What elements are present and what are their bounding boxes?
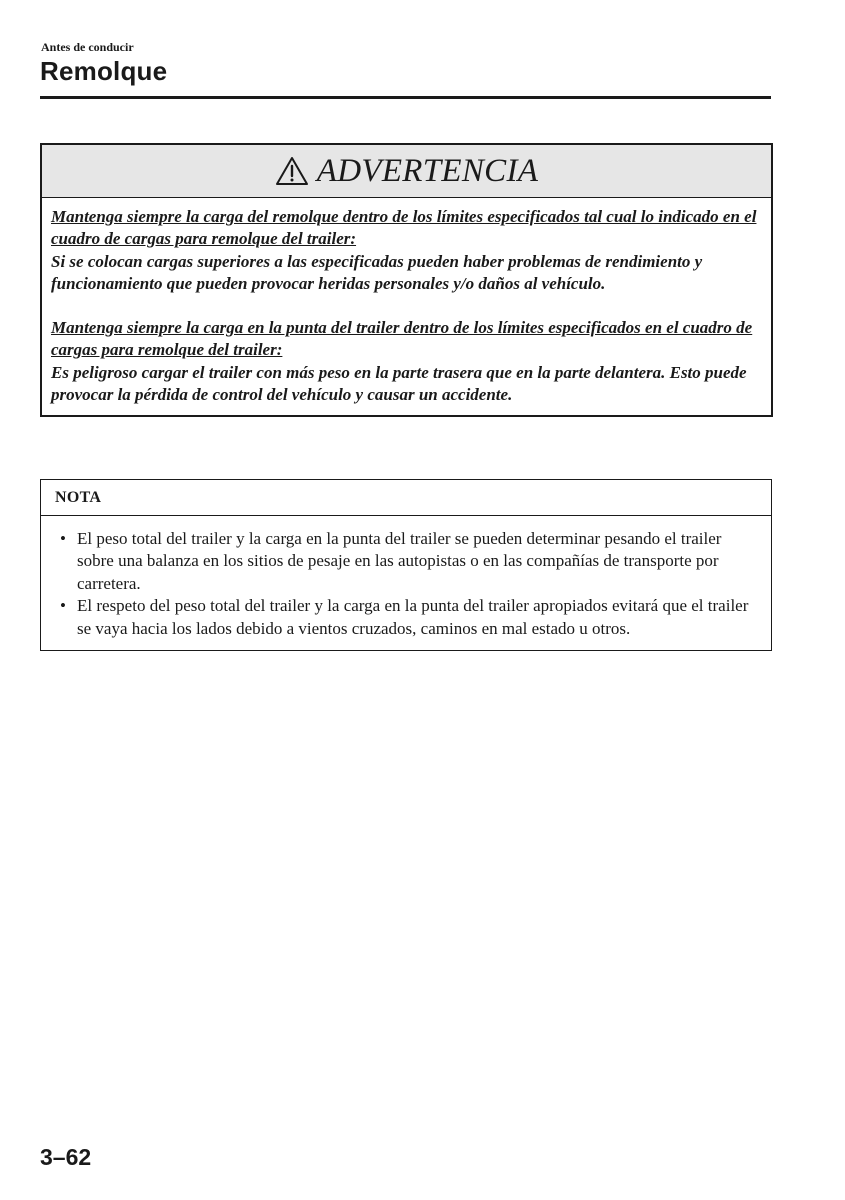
page-number: 3–62	[40, 1144, 92, 1170]
title-divider	[40, 96, 771, 99]
warning-triangle-icon	[275, 156, 309, 186]
warning-paragraph	[51, 206, 763, 295]
warning-paragraph	[51, 317, 763, 406]
bullet-icon: •	[60, 596, 66, 616]
bullet-icon: •	[60, 529, 66, 548]
note-box	[40, 479, 772, 651]
warning-body	[42, 198, 771, 415]
warning-heading: Mantenga siempre la carga del remolque dentro de los límites especificados tal cual lo indicado en el cuadro de cargas para remolque del trailer:	[51, 207, 757, 249]
warning-text: Si se colocan cargas superiores a las especificadas pueden haber problemas de rendimiento y funcionamiento que pueden provocar heridas personales y/o daños al vehículo.	[51, 251, 703, 293]
list-item-text: El peso total del trailer y la carga en la punta del trailer se pueden determinar pesando el trailer sobre una balanza en los sitios de pesaje en las autopistas o en las compañías de transporte por carretera.	[77, 529, 722, 593]
note-title: NOTA	[41, 480, 771, 516]
warning-box	[40, 143, 773, 417]
warning-text: Es peligroso cargar el trailer con más peso en la parte trasera que en la parte delantera. Esto puede provocar la pérdida de control del vehículo y causar un accidente.	[51, 362, 747, 405]
note-list	[55, 528, 757, 640]
page-title: Remolque	[40, 56, 168, 86]
list-item-text: El respeto del peso total del trailer y la carga en la punta del trailer apropiados evitará que el trailer se vaya hacia los lados debido a vientos cruzados, caminos en mal estado u otros.	[77, 596, 749, 638]
warning-header	[42, 145, 771, 198]
note-body	[41, 516, 771, 650]
warning-heading: Mantenga siempre la carga en la punta del trailer dentro de los límites especificados en el cuadro de cargas para remolque del trailer:	[51, 318, 753, 360]
list-item	[55, 595, 757, 640]
section-label: Antes de conducir	[41, 40, 134, 54]
list-item	[55, 528, 757, 595]
warning-title: ADVERTENCIA	[316, 152, 539, 189]
